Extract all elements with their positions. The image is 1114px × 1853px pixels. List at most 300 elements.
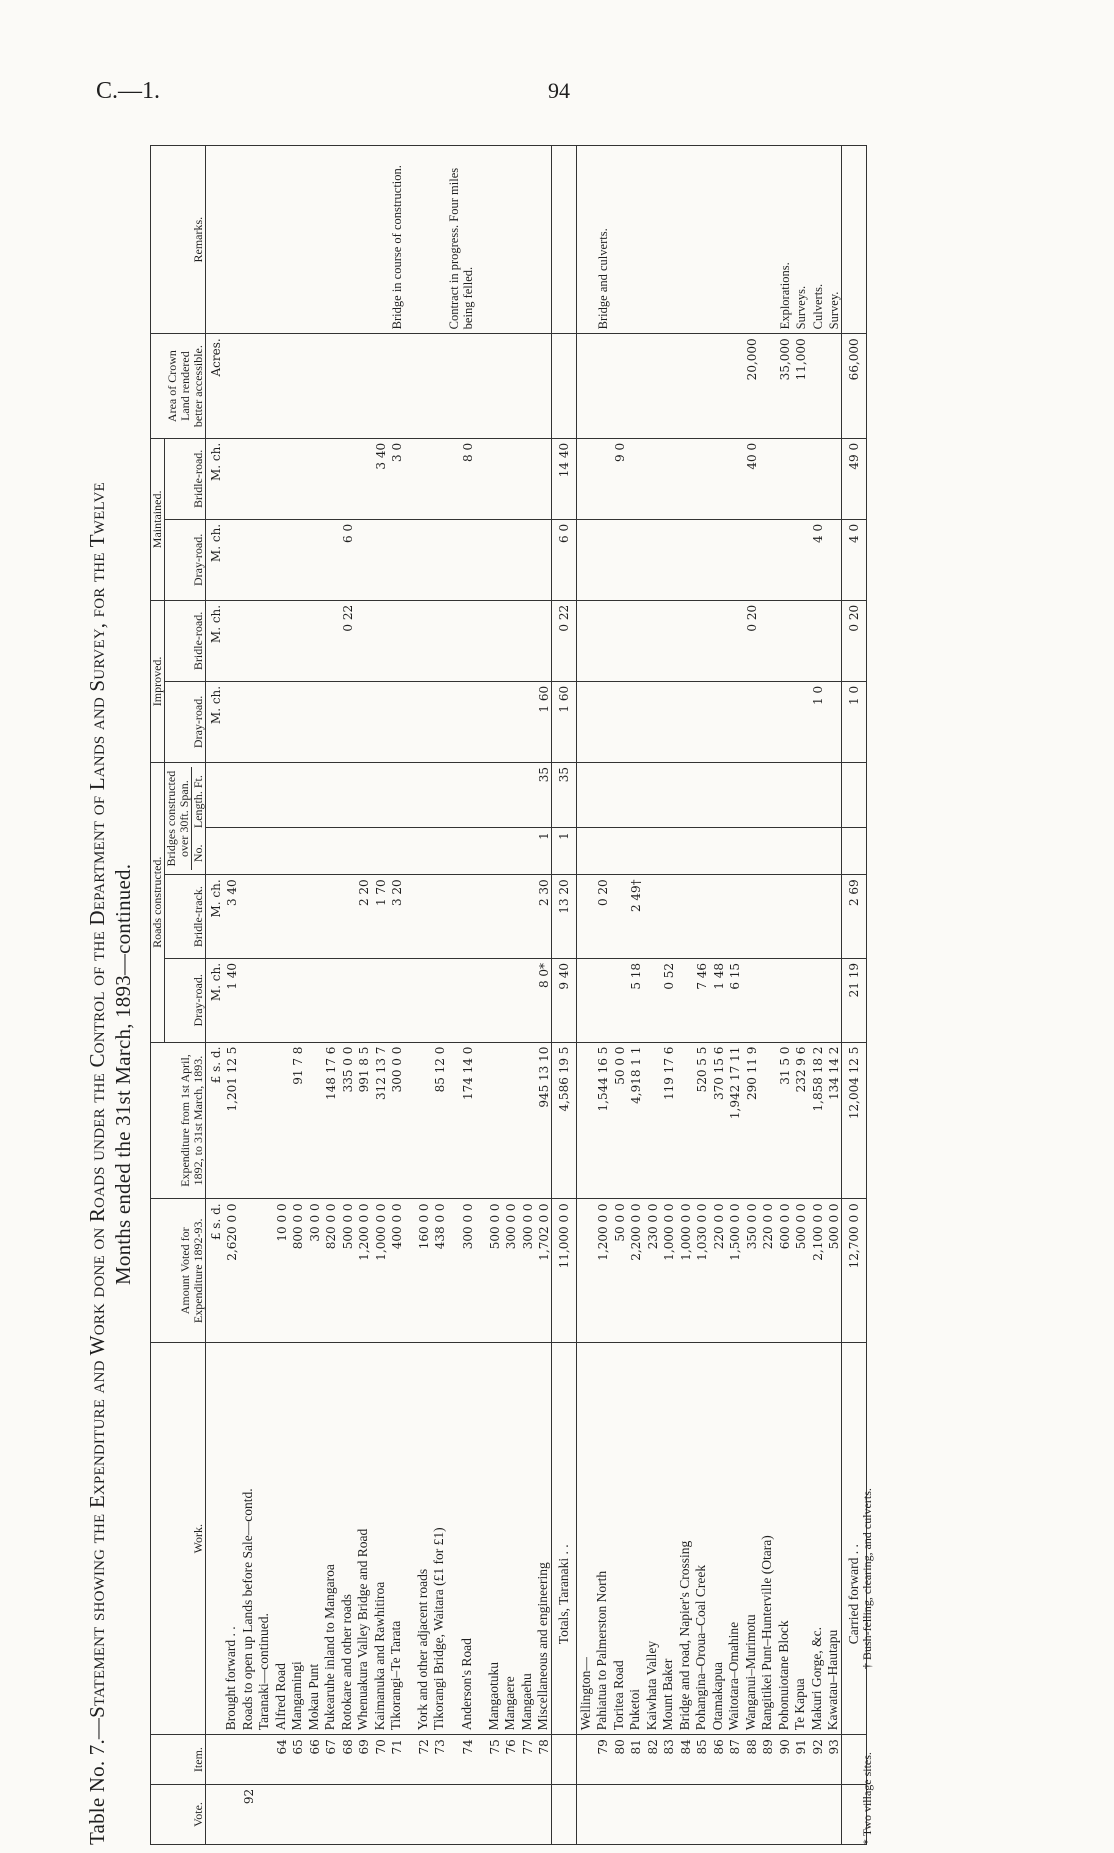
cell-imp-dray bbox=[627, 681, 644, 762]
cell-remarks bbox=[355, 146, 372, 334]
table-row bbox=[338, 146, 355, 1845]
table-row bbox=[775, 146, 792, 1845]
table-row bbox=[305, 146, 322, 1845]
cell-remarks bbox=[535, 146, 552, 334]
page-number: 94 bbox=[548, 78, 570, 103]
cell-mnt-bridle bbox=[535, 438, 552, 519]
cell-no bbox=[742, 828, 759, 875]
cell-mnt-bridle bbox=[594, 438, 611, 519]
cell-expend bbox=[577, 1042, 594, 1199]
cell-length bbox=[709, 762, 726, 827]
cell-area bbox=[338, 334, 355, 439]
cell-mnt-dray bbox=[775, 519, 792, 600]
cell-area bbox=[256, 334, 273, 439]
cell-dray: 0 52 bbox=[660, 958, 677, 1042]
table-row bbox=[485, 146, 502, 1845]
cell-vote bbox=[693, 1784, 710, 1844]
cell-voted: 500 0 0 bbox=[825, 1199, 842, 1343]
cell-no bbox=[447, 828, 475, 875]
cell-vote bbox=[475, 1784, 485, 1844]
cell-area bbox=[404, 334, 414, 439]
cell-imp-dray bbox=[355, 681, 372, 762]
cell-imp-bridle bbox=[272, 600, 289, 681]
cell-dray bbox=[775, 958, 792, 1042]
cell-vote bbox=[808, 1784, 825, 1844]
cell-expend: 31 5 0 bbox=[775, 1042, 792, 1199]
cell-no bbox=[726, 828, 743, 875]
cell-length bbox=[239, 762, 256, 827]
cell-vote bbox=[305, 1784, 322, 1844]
cell-bridle bbox=[447, 875, 475, 959]
cell-voted: 2,620 0 0 bbox=[223, 1199, 240, 1343]
unit-mnt-dray: M. ch. bbox=[206, 519, 223, 600]
cell-mnt-dray bbox=[742, 519, 759, 600]
cell-remarks bbox=[726, 146, 743, 334]
cell-remarks: Surveys. bbox=[792, 146, 809, 334]
cell-length bbox=[256, 762, 273, 827]
table-row bbox=[792, 146, 809, 1845]
cell-expend bbox=[502, 1042, 519, 1199]
cell-imp-dray bbox=[485, 681, 502, 762]
cell-length bbox=[660, 762, 677, 827]
cell-expend bbox=[759, 1042, 776, 1199]
cell-area bbox=[355, 334, 372, 439]
cell-imp-bridle: 0 20 bbox=[742, 600, 759, 681]
cell-length bbox=[322, 762, 339, 827]
table-row bbox=[239, 146, 256, 1845]
cell-dray bbox=[676, 958, 693, 1042]
cell-no bbox=[388, 828, 405, 875]
cell-bridle bbox=[502, 875, 519, 959]
cell-mnt-bridle bbox=[355, 438, 372, 519]
cell-vote bbox=[775, 1784, 792, 1844]
cell-mnt-bridle bbox=[792, 438, 809, 519]
cell-area: 66,000 bbox=[842, 334, 867, 439]
cell-no bbox=[693, 828, 710, 875]
cell-item bbox=[475, 1735, 485, 1785]
cell-imp-bridle bbox=[792, 600, 809, 681]
cell-work: Pohonuiotane Block bbox=[775, 1343, 792, 1735]
cell-mnt-dray: 6 0 bbox=[552, 519, 577, 600]
cell-remarks bbox=[414, 146, 431, 334]
col-improved: Improved. bbox=[151, 600, 165, 762]
cell-remarks bbox=[404, 146, 414, 334]
cell-voted bbox=[475, 1199, 485, 1343]
cell-mnt-bridle bbox=[256, 438, 273, 519]
cell-voted: 50 0 0 bbox=[610, 1199, 627, 1343]
cell-expend: 335 0 0 bbox=[338, 1042, 355, 1199]
cell-length bbox=[502, 762, 519, 827]
cell-expend: 4,918 1 1 bbox=[627, 1042, 644, 1199]
cell-dray bbox=[239, 958, 256, 1042]
cell-expend: 1,201 12 5 bbox=[223, 1042, 240, 1199]
footnotes bbox=[860, 145, 890, 1845]
col-vote: Vote. bbox=[151, 1784, 206, 1844]
cell-work: Alfred Road bbox=[272, 1343, 289, 1735]
cell-imp-bridle bbox=[643, 600, 660, 681]
col-constructed-dray: Dray-road. bbox=[165, 958, 206, 1042]
cell-mnt-bridle bbox=[775, 438, 792, 519]
cell-bridle: 0 20 bbox=[594, 875, 611, 959]
cell-work: Mount Baker bbox=[660, 1343, 677, 1735]
cell-area bbox=[322, 334, 339, 439]
cell-area bbox=[447, 334, 475, 439]
cell-no bbox=[475, 828, 485, 875]
cell-imp-dray bbox=[742, 681, 759, 762]
cell-voted: 800 0 0 bbox=[289, 1199, 306, 1343]
cell-voted: 12,700 0 0 bbox=[842, 1199, 867, 1343]
cell-item: 73 bbox=[431, 1735, 448, 1785]
cell-remarks bbox=[239, 146, 256, 334]
cell-imp-dray bbox=[726, 681, 743, 762]
cell-length bbox=[792, 762, 809, 827]
cell-imp-dray bbox=[693, 681, 710, 762]
cell-mnt-bridle bbox=[289, 438, 306, 519]
cell-remarks bbox=[272, 146, 289, 334]
cell-item: 75 bbox=[485, 1735, 502, 1785]
cell-expend: 945 13 10 bbox=[535, 1042, 552, 1199]
cell-mnt-dray bbox=[447, 519, 475, 600]
cell-mnt-dray bbox=[594, 519, 611, 600]
cell-remarks bbox=[431, 146, 448, 334]
cell-work: Wellington— bbox=[577, 1343, 594, 1735]
cell-area bbox=[759, 334, 776, 439]
cell-vote bbox=[518, 1784, 535, 1844]
cell-length bbox=[808, 762, 825, 827]
cell-imp-dray bbox=[825, 681, 842, 762]
col-area: Area of Crown Land rendered better accessible. bbox=[151, 334, 206, 439]
cell-imp-dray bbox=[371, 681, 388, 762]
cell-bridle: 1 70 bbox=[371, 875, 388, 959]
cell-work bbox=[404, 1343, 414, 1735]
cell-dray bbox=[322, 958, 339, 1042]
cell-voted bbox=[577, 1199, 594, 1343]
cell-voted: 500 0 0 bbox=[792, 1199, 809, 1343]
cell-mnt-bridle bbox=[709, 438, 726, 519]
cell-bridle bbox=[289, 875, 306, 959]
footnote-star: * Two village sites. bbox=[860, 1752, 874, 1845]
cell-mnt-bridle bbox=[643, 438, 660, 519]
col-work: Work. bbox=[151, 1343, 206, 1735]
cell-mnt-dray bbox=[388, 519, 405, 600]
unit-mnt-bridle: M. ch. bbox=[206, 438, 223, 519]
cell-expend bbox=[239, 1042, 256, 1199]
cell-mnt-dray bbox=[693, 519, 710, 600]
cell-mnt-bridle bbox=[305, 438, 322, 519]
cell-area bbox=[693, 334, 710, 439]
footnote-dagger: † Bush-felling, clearing, and culverts. bbox=[860, 1488, 874, 1670]
cell-length: 35 bbox=[535, 762, 552, 827]
cell-bridle bbox=[485, 875, 502, 959]
table-row bbox=[808, 146, 825, 1845]
cell-dray bbox=[485, 958, 502, 1042]
cell-dray bbox=[414, 958, 431, 1042]
cell-dray: 8 0* bbox=[535, 958, 552, 1042]
cell-mnt-bridle bbox=[693, 438, 710, 519]
cell-mnt-bridle bbox=[502, 438, 519, 519]
cell-dray bbox=[272, 958, 289, 1042]
cell-area bbox=[223, 334, 240, 439]
cell-imp-bridle bbox=[475, 600, 485, 681]
cell-remarks bbox=[627, 146, 644, 334]
cell-bridle: 13 20 bbox=[552, 875, 577, 959]
cell-work: Totals, Taranaki . . bbox=[552, 1343, 577, 1735]
cell-mnt-bridle bbox=[338, 438, 355, 519]
cell-remarks bbox=[676, 146, 693, 334]
cell-mnt-bridle bbox=[808, 438, 825, 519]
cell-work: Roads to open up Lands before Sale—contd. bbox=[239, 1343, 256, 1735]
cell-imp-dray bbox=[223, 681, 240, 762]
cell-length bbox=[388, 762, 405, 827]
cell-bridle: 3 40 bbox=[223, 875, 240, 959]
cell-imp-dray bbox=[610, 681, 627, 762]
col-maintained-bridle: Bridle-road. bbox=[165, 438, 206, 519]
cell-item bbox=[404, 1735, 414, 1785]
unit-dray: M. ch. bbox=[206, 958, 223, 1042]
cell-remarks bbox=[289, 146, 306, 334]
cell-imp-dray bbox=[792, 681, 809, 762]
cell-area: 20,000 bbox=[742, 334, 759, 439]
cell-no bbox=[594, 828, 611, 875]
cell-imp-bridle bbox=[709, 600, 726, 681]
cell-bridle bbox=[775, 875, 792, 959]
cell-remarks bbox=[709, 146, 726, 334]
cell-mnt-bridle bbox=[431, 438, 448, 519]
cell-no bbox=[643, 828, 660, 875]
cell-item: 93 bbox=[825, 1735, 842, 1785]
cell-item: 71 bbox=[388, 1735, 405, 1785]
cell-voted: 300 0 0 bbox=[518, 1199, 535, 1343]
cell-voted: 10 0 0 bbox=[272, 1199, 289, 1343]
cell-voted: 1,000 0 0 bbox=[371, 1199, 388, 1343]
cell-work: Pohangina–Oroua–Coal Creek bbox=[693, 1343, 710, 1735]
cell-item: 88 bbox=[742, 1735, 759, 1785]
cell-imp-bridle bbox=[305, 600, 322, 681]
cell-imp-bridle bbox=[485, 600, 502, 681]
table-row bbox=[709, 146, 726, 1845]
cell-no bbox=[825, 828, 842, 875]
cell-imp-bridle bbox=[414, 600, 431, 681]
table-row bbox=[643, 146, 660, 1845]
col-bridges-no: No. bbox=[191, 844, 205, 863]
table-row bbox=[660, 146, 677, 1845]
cell-expend: 300 0 0 bbox=[388, 1042, 405, 1199]
cell-length bbox=[627, 762, 644, 827]
cell-voted bbox=[239, 1199, 256, 1343]
cell-remarks bbox=[742, 146, 759, 334]
cell-length bbox=[289, 762, 306, 827]
cell-voted: 500 0 0 bbox=[485, 1199, 502, 1343]
cell-bridle bbox=[792, 875, 809, 959]
cell-dray bbox=[518, 958, 535, 1042]
cell-bridle bbox=[239, 875, 256, 959]
cell-remarks bbox=[502, 146, 519, 334]
cell-voted: 1,000 0 0 bbox=[676, 1199, 693, 1343]
cell-bridle bbox=[518, 875, 535, 959]
cell-area bbox=[726, 334, 743, 439]
cell-vote bbox=[627, 1784, 644, 1844]
cell-mnt-bridle bbox=[414, 438, 431, 519]
cell-work: Makuri Gorge, &c. bbox=[808, 1343, 825, 1735]
cell-item: 81 bbox=[627, 1735, 644, 1785]
cell-bridle bbox=[726, 875, 743, 959]
cell-dray bbox=[388, 958, 405, 1042]
cell-mnt-bridle bbox=[475, 438, 485, 519]
cell-bridle: 2 69 bbox=[842, 875, 867, 959]
cell-item: 82 bbox=[643, 1735, 660, 1785]
cell-expend: 1,942 17 11 bbox=[726, 1042, 743, 1199]
cell-remarks bbox=[610, 146, 627, 334]
cell-item: 69 bbox=[355, 1735, 372, 1785]
cell-remarks bbox=[759, 146, 776, 334]
cell-expend: 4,586 19 5 bbox=[552, 1042, 577, 1199]
cell-mnt-dray bbox=[643, 519, 660, 600]
cell-imp-dray: 1 60 bbox=[535, 681, 552, 762]
cell-vote bbox=[825, 1784, 842, 1844]
cell-remarks bbox=[256, 146, 273, 334]
unit-area: Acres. bbox=[206, 334, 223, 439]
cell-no bbox=[256, 828, 273, 875]
cell-remarks: Culverts. bbox=[808, 146, 825, 334]
cell-no bbox=[627, 828, 644, 875]
cell-bridle bbox=[742, 875, 759, 959]
cell-length bbox=[726, 762, 743, 827]
col-maintained-dray: Dray-road. bbox=[165, 519, 206, 600]
cell-imp-bridle: 0 22 bbox=[338, 600, 355, 681]
cell-no bbox=[709, 828, 726, 875]
cell-expend: 370 15 6 bbox=[709, 1042, 726, 1199]
cell-mnt-dray bbox=[825, 519, 842, 600]
cell-voted: 300 0 0 bbox=[502, 1199, 519, 1343]
document-reference: C.—1. bbox=[96, 78, 161, 104]
cell-mnt-bridle bbox=[577, 438, 594, 519]
cell-voted: 600 0 0 bbox=[775, 1199, 792, 1343]
table-row bbox=[414, 146, 431, 1845]
table-row bbox=[272, 146, 289, 1845]
cell-expend bbox=[305, 1042, 322, 1199]
cell-remarks bbox=[643, 146, 660, 334]
cell-mnt-bridle bbox=[759, 438, 776, 519]
cell-item: 85 bbox=[693, 1735, 710, 1785]
cell-mnt-dray bbox=[355, 519, 372, 600]
cell-imp-dray bbox=[256, 681, 273, 762]
cell-no bbox=[759, 828, 776, 875]
table-body bbox=[206, 146, 867, 1845]
cell-imp-dray bbox=[447, 681, 475, 762]
cell-vote bbox=[535, 1784, 552, 1844]
cell-work: Miscellaneous and engineering bbox=[535, 1343, 552, 1735]
cell-no bbox=[518, 828, 535, 875]
table-row bbox=[502, 146, 519, 1845]
cell-imp-bridle bbox=[627, 600, 644, 681]
cell-dray bbox=[447, 958, 475, 1042]
col-amount-voted: Amount Voted for Expenditure 1892-93. bbox=[151, 1199, 206, 1343]
cell-item: 77 bbox=[518, 1735, 535, 1785]
cell-item: 74 bbox=[447, 1735, 475, 1785]
cell-length bbox=[825, 762, 842, 827]
cell-imp-bridle bbox=[518, 600, 535, 681]
cell-imp-dray bbox=[289, 681, 306, 762]
cell-item bbox=[239, 1735, 256, 1785]
col-bridges-label: Bridges constructed over 30ft. Span. bbox=[164, 770, 191, 867]
cell-bridle bbox=[660, 875, 677, 959]
cell-imp-bridle bbox=[825, 600, 842, 681]
cell-no bbox=[577, 828, 594, 875]
cell-voted: 1,500 0 0 bbox=[726, 1199, 743, 1343]
cell-imp-dray bbox=[322, 681, 339, 762]
total-row bbox=[552, 146, 577, 1845]
cell-item: 80 bbox=[610, 1735, 627, 1785]
cell-vote bbox=[322, 1784, 339, 1844]
cell-expend bbox=[485, 1042, 502, 1199]
cell-imp-dray: 1 0 bbox=[808, 681, 825, 762]
cell-area bbox=[825, 334, 842, 439]
cell-bridle: 2 20 bbox=[355, 875, 372, 959]
cell-work: Tikorangi–Te Tarata bbox=[388, 1343, 405, 1735]
cell-voted: 400 0 0 bbox=[388, 1199, 405, 1343]
cell-no bbox=[355, 828, 372, 875]
cell-work: Kaiwhata Valley bbox=[643, 1343, 660, 1735]
cell-work: Anderson's Road bbox=[447, 1343, 475, 1735]
table-row bbox=[594, 146, 611, 1845]
cell-imp-dray bbox=[643, 681, 660, 762]
cell-voted: 1,000 0 0 bbox=[660, 1199, 677, 1343]
cell-expend bbox=[676, 1042, 693, 1199]
cell-remarks bbox=[552, 146, 577, 334]
cell-no bbox=[371, 828, 388, 875]
cell-vote bbox=[594, 1784, 611, 1844]
cell-item: 68 bbox=[338, 1735, 355, 1785]
cell-mnt-dray bbox=[535, 519, 552, 600]
cell-mnt-dray bbox=[676, 519, 693, 600]
cell-expend: 232 9 6 bbox=[792, 1042, 809, 1199]
cell-length bbox=[518, 762, 535, 827]
cell-work: Wanganui–Murimotu bbox=[742, 1343, 759, 1735]
cell-mnt-dray bbox=[371, 519, 388, 600]
cell-area bbox=[552, 334, 577, 439]
cell-imp-dray bbox=[594, 681, 611, 762]
cell-expend: 134 14 2 bbox=[825, 1042, 842, 1199]
cell-vote bbox=[388, 1784, 405, 1844]
cell-mnt-bridle bbox=[726, 438, 743, 519]
cell-area bbox=[594, 334, 611, 439]
col-bridges bbox=[165, 762, 206, 874]
cell-item bbox=[256, 1735, 273, 1785]
cell-mnt-dray bbox=[475, 519, 485, 600]
cell-voted: 220 0 0 bbox=[709, 1199, 726, 1343]
cell-vote bbox=[223, 1784, 240, 1844]
cell-length bbox=[223, 762, 240, 827]
cell-remarks bbox=[577, 146, 594, 334]
cell-imp-bridle bbox=[693, 600, 710, 681]
cell-remarks bbox=[660, 146, 677, 334]
cell-imp-bridle bbox=[577, 600, 594, 681]
cell-bridle bbox=[825, 875, 842, 959]
cell-voted bbox=[256, 1199, 273, 1343]
cell-work: Mangaehu bbox=[518, 1343, 535, 1735]
cell-no bbox=[414, 828, 431, 875]
cell-item bbox=[552, 1735, 577, 1785]
table-row bbox=[693, 146, 710, 1845]
cell-remarks bbox=[322, 146, 339, 334]
table-row bbox=[759, 146, 776, 1845]
cell-bridle bbox=[676, 875, 693, 959]
cell-expend: 148 17 6 bbox=[322, 1042, 339, 1199]
cell-mnt-bridle bbox=[825, 438, 842, 519]
cell-length bbox=[305, 762, 322, 827]
cell-imp-dray: 1 60 bbox=[552, 681, 577, 762]
cell-vote bbox=[256, 1784, 273, 1844]
